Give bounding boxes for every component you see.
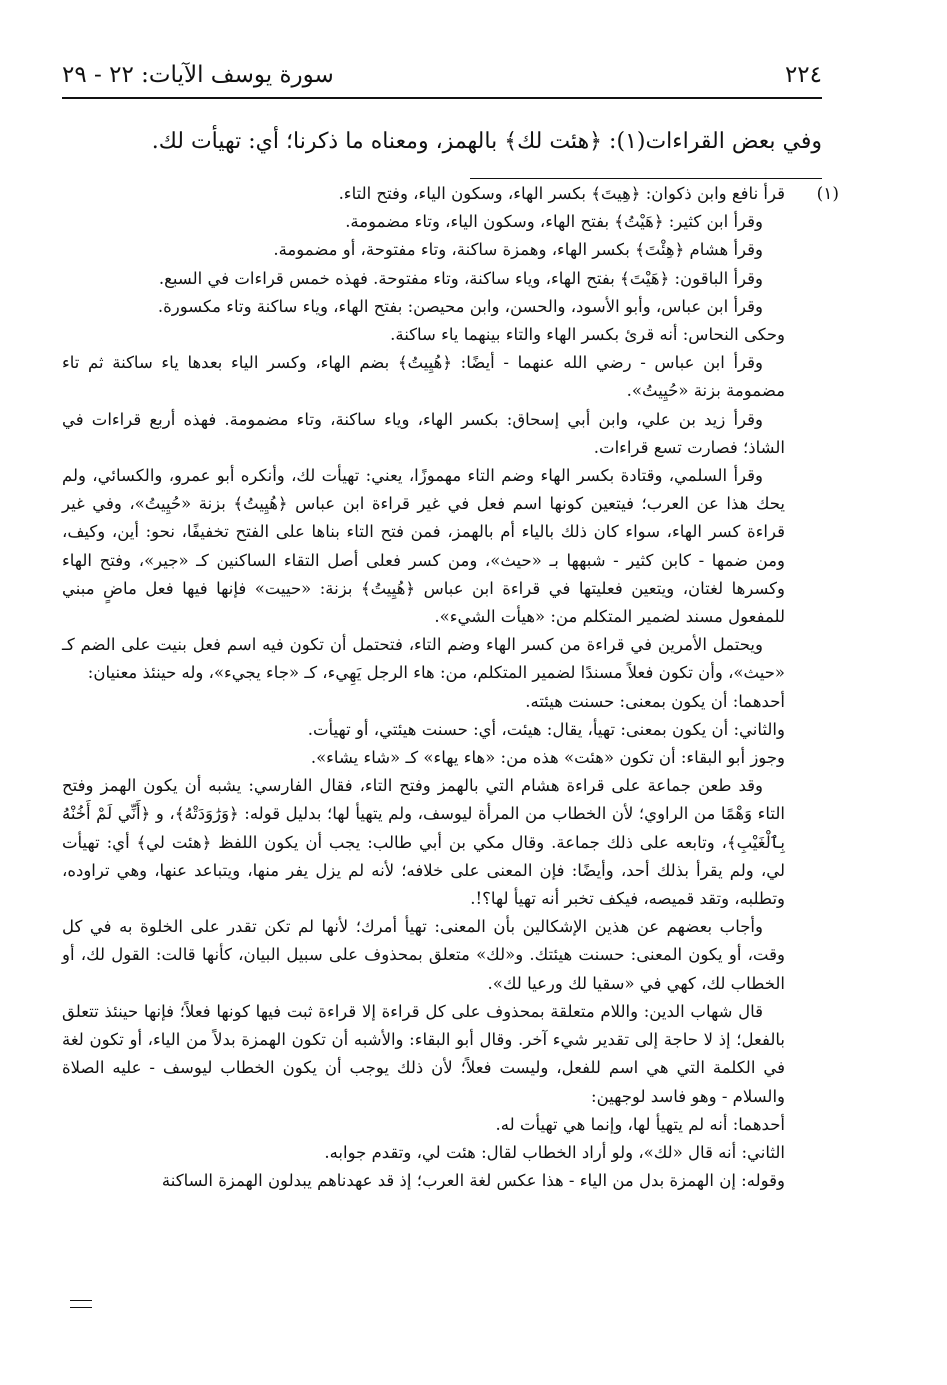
footnote-paragraph: وجوز أبو البقاء: أن تكون «هئت» هذه من: «هاء يهاء» كـ «شاء يشاء». — [310, 748, 785, 768]
footnote-paragraph: أحدهما: أن يكون بمعنى: حسنت هيئته. — [525, 691, 785, 711]
footnote-paragraph: وقرأ زيد بن علي، وابن أبي إسحاق: بكسر الهاء، وياء ساكنة، وتاء مضمومة. فهذه أربع قراءات في الشاذ؛ فصارت تسع قراءات. — [62, 409, 785, 457]
page-number: ٢٢٤ — [784, 62, 822, 88]
footnote — [62, 180, 837, 1195]
footnote-paragraph: والثاني: أن يكون بمعنى: تهيأ، يقال: هيئت، أي: حسنت هيئتي، أو تهيأت. — [307, 719, 785, 739]
footnote-paragraph: وقرأ هشام ﴿هِئْتَ﴾ بكسر الهاء، وهمزة ساكنة، وتاء مفتوحة، أو مضمومة. — [273, 240, 763, 260]
continuation-mark — [70, 1300, 92, 1308]
running-header — [62, 58, 822, 92]
footnote-paragraph: ويحتمل الأمرين في قراءة من كسر الهاء وضم التاء، فتحتمل أن تكون فيه اسم فعل بنيت على الضم كـ «حيث»، وأن تكون فعلاً مسندًا لضمير المتكلم، من: هاء الرجل يَهِيء، كـ «جاء يجيء»، وله حينئذ معنيان: — [62, 635, 785, 683]
footnote-paragraph: وقرأ الباقون: ﴿هَيْتَ﴾ بفتح الهاء، وياء ساكنة، وتاء مفتوحة. فهذه خمس قراءات في السبع. — [158, 268, 763, 288]
footnote-paragraph: وقرأ ابن عباس، وأبو الأسود، والحسن، وابن محيصن: بفتح الهاء، وياء ساكنة وتاء مكسورة. — [157, 296, 763, 316]
footnote-paragraph: أحدهما: أنه لم يتهيأ لها، وإنما هي تهيأت له. — [495, 1114, 785, 1134]
footnote-paragraph: قرأ نافع وابن ذكوان: ﴿هِيتَ﴾ بكسر الهاء، وسكون الياء، وفتح التاء. — [338, 184, 785, 203]
header-rule — [62, 97, 822, 99]
main-text: وفي بعض القراءات(١): ﴿هئت لك﴾ بالهمز، ومعناه ما ذكرنا؛ أي: تهيأت لك. — [151, 129, 822, 154]
footnote-paragraph: وقد طعن جماعة على قراءة هشام التي بالهمز وفتح التاء، فقال الفارسي: يشبه أن يكون الهمز وفتح التاء وَهْمًا من الراوي؛ لأن الخطاب من المرأة ليوسف، ولم يتهيأ لها؛ بدليل قوله: ﴿وَرَٰوَدَتْهُ﴾، و ﴿أَنِّي لَمْ أَخُنْهُ بِٱلْغَيْبِ﴾، وتابعه على ذلك جماعة. وقال مكي بن أبي طالب: يجب أن يكون اللفظ ﴿هئت لي﴾ أي: تهيأت لي، ولم يقرأ بذلك أحد، وأيضًا: فإن المعنى على خلافه؛ لأنه لم يزل يفر منها، ويتباعد عنها، وهي تراوده، وتطلبه، وتقد قميصه، فيكف تخبر أنه تهيأ لها؟!. — [62, 776, 785, 909]
footnote-paragraph: وقوله: إن الهمزة بدل من الياء - هذا عكس لغة العرب؛ إذ قد عهدناهم يبدلون الهمزة الساكنة — [161, 1171, 785, 1191]
running-title: سورة يوسف الآيات: ٢٢ - ٢٩ — [62, 62, 334, 88]
footnote-paragraph: وحكى النحاس: أنه قرئ بكسر الهاء والتاء بينهما ياء ساكنة. — [390, 325, 785, 345]
footnote-body — [62, 180, 837, 1195]
footnote-paragraph: الثاني: أنه قال «لك»، ولو أراد الخطاب لقال: هئت لي، وتقدم جوابه. — [324, 1142, 785, 1162]
footnote-paragraph: قال شهاب الدين: واللام متعلقة بمحذوف على كل قراءة إلا قراءة ثبت فيها كونها فعلاً؛ فإنها حينئذ تتعلق بالفعل؛ إذ لا حاجة إلى تقدير شيء آخر. وقال أبو البقاء: والأشبه أن تكون الهمزة بدلاً من الياء، أو تكون لغة في الكلمة التي هي اسم للفعل، وليست فعلاً؛ لأن ذلك يوجب أن يكون الخطاب ليوسف - عليه الصلاة والسلام - وهو فاسد لوجهين: — [62, 1001, 785, 1106]
footnote-paragraph: وقرأ السلمي، وقتادة بكسر الهاء وضم التاء مهموزًا، يعني: تهيأت لك، وأنكره أبو عمرو، والكسائي، ولم يحك هذا عن العرب؛ فيتعين كونها اسم فعل في غير قراءة ابن عباس ﴿هُيِيتُ﴾ بزنة «حُيِيتُ»، وفي غير قراءة كسر الهاء، سواء كان ذلك بالياء أم بالهمز، فمن فتح التاء بناها على الفتح تخفيفًا، نحو: أين، وكيف، ومن ضمها - كابن كثير - شبهها بـ «حيث»، ومن كسر فعلى أصل التقاء الساكنين كـ «جير»، وفتح الهاء وكسرها لغتان، ويتعين فعليتها في قراءة ابن عباس ﴿هُيِيتُ﴾ بزنة: «حييت» فإنها فيها فعل ماضٍ مبني للمفعول مسند لضمير المتكلم من: «هيأت الشيء». — [62, 466, 785, 627]
footnote-paragraph: وقرأ ابن عباس - رضي الله عنهما - أيضًا: ﴿هُيِيتُ﴾ بضم الهاء، وكسر الياء بعدها ياء ساكنة ثم تاء مضمومة بزنة «حُيِيتُ». — [62, 353, 785, 401]
footnote-paragraph: وأجاب بعضهم عن هذين الإشكالين بأن المعنى: تهيأ أمرك؛ لأنها لم تكن تقدر على الخلوة به في كل وقت، أو يكون المعنى: حسنت هيئتك. و«لك» متعلق بمحذوف على سبيل البيان، كأنها قالت: القول لك، أو الخطاب لك، كهي في «سقيا لك ورعيا لك». — [62, 917, 785, 993]
footnote-marker: (١) — [816, 184, 839, 204]
footnote-paragraph: وقرأ ابن كثير: ﴿هَيْتُ﴾ بفتح الهاء، وسكون الياء، وتاء مضمومة. — [345, 212, 763, 232]
footnote-separator — [470, 178, 822, 179]
